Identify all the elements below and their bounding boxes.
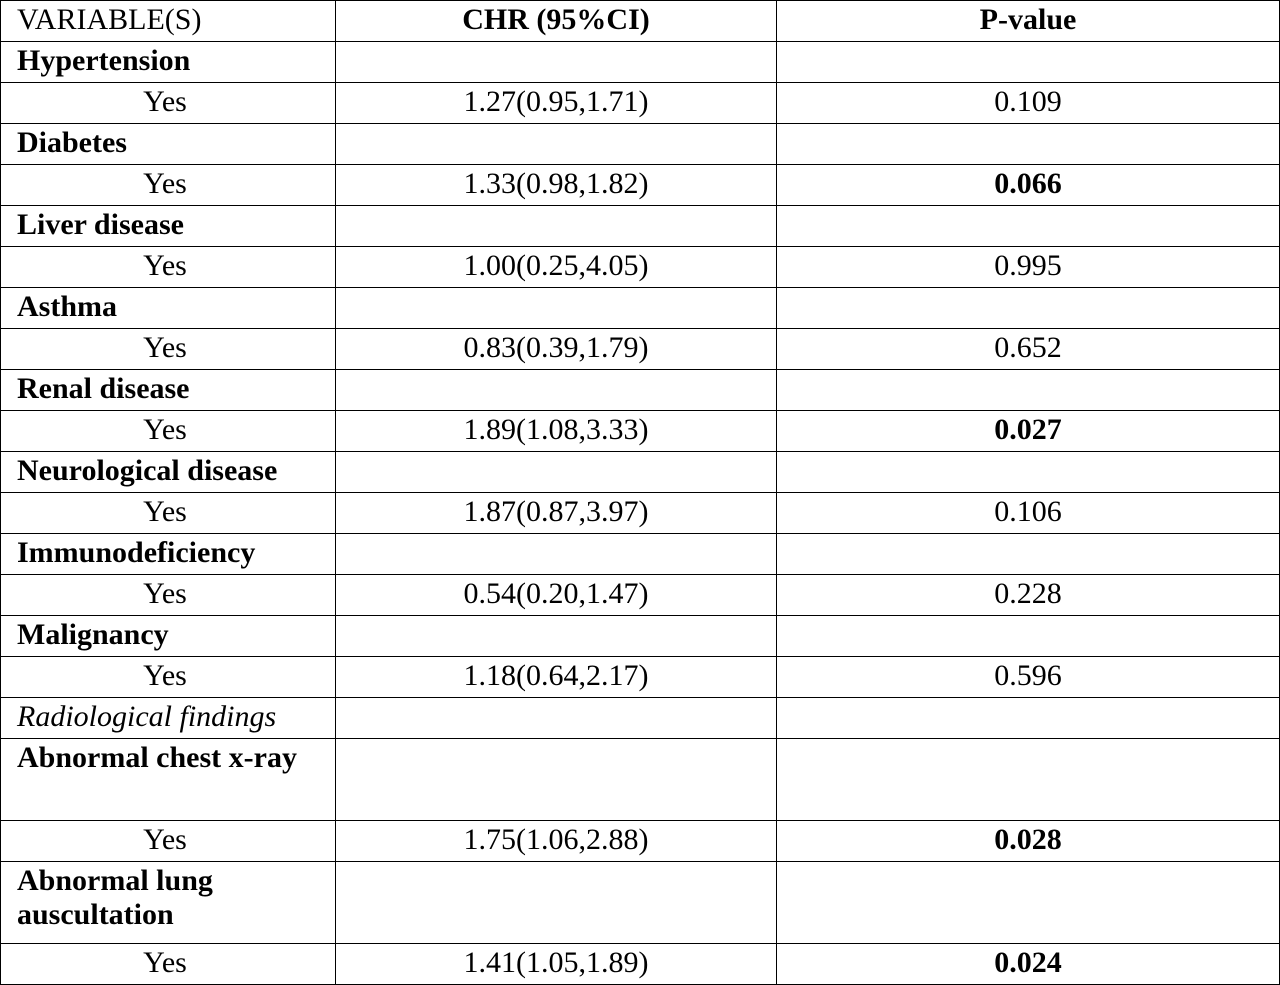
p-value-cell: 0.106	[777, 493, 1280, 534]
empty-cell	[777, 739, 1280, 821]
row-label: Yes	[1, 247, 336, 288]
chr-cell: 1.00(0.25,4.05)	[336, 247, 777, 288]
table-row-data	[1, 165, 1280, 206]
empty-cell	[336, 534, 777, 575]
chr-cell: 1.75(1.06,2.88)	[336, 821, 777, 862]
empty-cell	[777, 452, 1280, 493]
empty-cell	[777, 206, 1280, 247]
table-row-group	[1, 739, 1280, 821]
p-value-cell: 0.228	[777, 575, 1280, 616]
variable-label: Asthma	[1, 288, 336, 329]
variable-label: Neurological disease	[1, 452, 336, 493]
row-label: Yes	[1, 657, 336, 698]
table-row-group	[1, 370, 1280, 411]
table-body	[1, 42, 1280, 985]
empty-cell	[777, 698, 1280, 739]
p-value-cell: 0.024	[777, 944, 1280, 985]
variable-label: Malignancy	[1, 616, 336, 657]
empty-cell	[336, 698, 777, 739]
chr-cell: 1.87(0.87,3.97)	[336, 493, 777, 534]
p-value-cell: 0.027	[777, 411, 1280, 452]
chr-cell: 1.27(0.95,1.71)	[336, 83, 777, 124]
table-row-group	[1, 42, 1280, 83]
table-row-data	[1, 657, 1280, 698]
chr-cell: 1.33(0.98,1.82)	[336, 165, 777, 206]
p-value-cell: 0.995	[777, 247, 1280, 288]
p-value-cell: 0.066	[777, 165, 1280, 206]
row-label: Yes	[1, 83, 336, 124]
table-row-group	[1, 124, 1280, 165]
empty-cell	[336, 739, 777, 821]
header-variables: VARIABLE(S)	[1, 1, 336, 42]
table-row-data	[1, 411, 1280, 452]
table-row-group	[1, 288, 1280, 329]
row-label: Yes	[1, 575, 336, 616]
table-row-data	[1, 575, 1280, 616]
empty-cell	[777, 616, 1280, 657]
variable-label: Abnormal chest x-ray	[1, 739, 336, 821]
p-value-cell: 0.028	[777, 821, 1280, 862]
header-chr: CHR (95%CI)	[336, 1, 777, 42]
empty-cell	[777, 370, 1280, 411]
section-label: Radiological findings	[1, 698, 336, 739]
empty-cell	[336, 124, 777, 165]
chr-cell: 1.41(1.05,1.89)	[336, 944, 777, 985]
table-row-data	[1, 329, 1280, 370]
header-p-value: P-value	[777, 1, 1280, 42]
p-value-cell: 0.109	[777, 83, 1280, 124]
empty-cell	[777, 124, 1280, 165]
empty-cell	[777, 862, 1280, 944]
row-label: Yes	[1, 329, 336, 370]
chr-cell: 0.83(0.39,1.79)	[336, 329, 777, 370]
table-row-data	[1, 83, 1280, 124]
variable-label: Diabetes	[1, 124, 336, 165]
row-label: Yes	[1, 165, 336, 206]
row-label: Yes	[1, 944, 336, 985]
row-label: Yes	[1, 821, 336, 862]
empty-cell	[777, 288, 1280, 329]
table-row-group	[1, 452, 1280, 493]
variable-label: Liver disease	[1, 206, 336, 247]
empty-cell	[336, 42, 777, 83]
chr-cell: 1.18(0.64,2.17)	[336, 657, 777, 698]
p-value-cell: 0.596	[777, 657, 1280, 698]
row-label: Yes	[1, 493, 336, 534]
empty-cell	[336, 452, 777, 493]
empty-cell	[777, 42, 1280, 83]
empty-cell	[336, 370, 777, 411]
table-row-data	[1, 821, 1280, 862]
chr-cell: 0.54(0.20,1.47)	[336, 575, 777, 616]
table-row-group	[1, 862, 1280, 944]
variable-label: Abnormal lung auscultation	[1, 862, 336, 944]
empty-cell	[777, 534, 1280, 575]
table-header-row	[1, 1, 1280, 42]
empty-cell	[336, 206, 777, 247]
table-row-section	[1, 698, 1280, 739]
table-row-group	[1, 206, 1280, 247]
variable-label: Immunodeficiency	[1, 534, 336, 575]
table-row-group	[1, 616, 1280, 657]
table-row-data	[1, 247, 1280, 288]
table-row-group	[1, 534, 1280, 575]
empty-cell	[336, 616, 777, 657]
empty-cell	[336, 862, 777, 944]
row-label: Yes	[1, 411, 336, 452]
p-value-cell: 0.652	[777, 329, 1280, 370]
empty-cell	[336, 288, 777, 329]
variable-label: Hypertension	[1, 42, 336, 83]
variable-label: Renal disease	[1, 370, 336, 411]
chr-cell: 1.89(1.08,3.33)	[336, 411, 777, 452]
table-row-data	[1, 493, 1280, 534]
table-row-data	[1, 944, 1280, 985]
